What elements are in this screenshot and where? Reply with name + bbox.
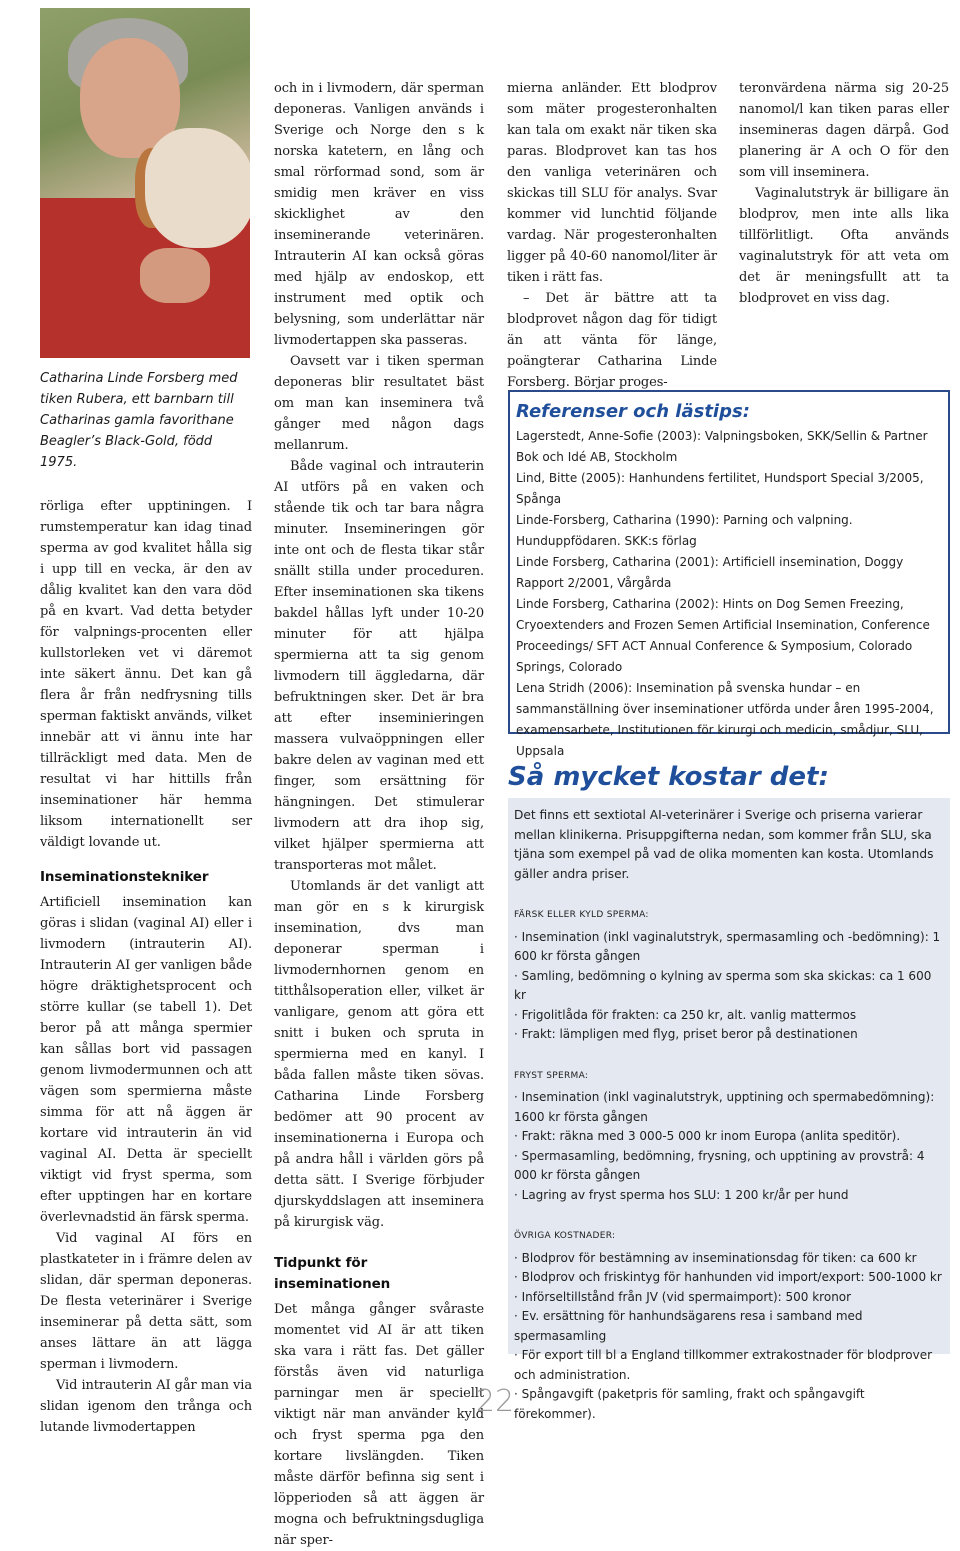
references-box	[508, 390, 950, 758]
paragraph: mierna anländer. Ett blodprov som mäter progesteronhalten kan tala om exakt när tiken ska paras. Blodprovet kan tas hos den vanliga veterinären och skickas till SLU för analys. Svar kommer vid lunchtid följande vardag. När progesteronhalten ligger på 40-60 nanomol/liter är tiken i rätt fas.	[507, 81, 717, 285]
photo-caption: Catharina Linde Forsberg med tiken Rubera, ett barnbarn till Catharinas gamla favorithane Beagler’s Black-Gold, född 1975.	[40, 371, 238, 470]
paragraph: – Det är bättre att ta blodprovet någon dag för tidigt än att vänta för länge, poängterar Catharina Linde Forsberg. Börjar proges-	[507, 291, 717, 390]
reference-item: Linde-Forsberg, Catharina (1990): Parning och valpning. Hunduppfödaren. SKK:s förlag	[516, 513, 853, 548]
cost-item: · Frakt: räkna med 3 000-5 000 kr inom Europa (anlita speditör).	[514, 1129, 901, 1143]
column-1	[40, 496, 252, 1438]
cost-item: · Införseltillstånd från JV (vid spermaimport): 500 kronor	[514, 1289, 852, 1304]
cost-item: · För export till bl a England tillkommer extrakostnader för blodprover och administration.	[514, 1348, 933, 1382]
photo-woman-with-beagle	[40, 8, 250, 358]
cost-item: · Blodprov för bestämning av inseminationsdag för tiken: ca 600 kr	[514, 1250, 917, 1265]
cost-item: · Lagring av fryst sperma hos SLU: 1 200 kr/år per hund	[514, 1187, 849, 1202]
costs-box	[508, 798, 950, 1421]
column-4	[739, 78, 949, 309]
costs-subheading: FRYST SPERMA:	[514, 1070, 589, 1081]
fresh-semen-costs	[514, 906, 942, 1045]
page-number: 22	[475, 1384, 515, 1419]
cost-item: · Samling, bedömning o kylning av sperma som ska skickas: ca 1 600 kr	[514, 968, 932, 1002]
references-title: Referenser och lästips:	[516, 401, 750, 422]
paragraph: Oavsett var i tiken sperman deponeras blir resultatet bäst om man kan inseminera två gånger med någon dags mellanrum.	[274, 354, 484, 453]
column-3	[507, 78, 717, 393]
paragraph: Både vaginal och intrauterin AI utförs på en vaken och stående tik och tar bara några minuter. Insemineringen gör inte ont och de flesta tikar står snällt stilla under proceduren. Efter inseminationen ska tikens bakdel hållas lyft under 10-20 minuter för att hjälpa spermierna att ta sig genom livmodern till äggledarna, där befruktningen sker. Det är bra att efter inseminieringen massera vulvaöppningen eller bakre delen av vaginan med ett finger, som ersättning för hängningen. Det stimulerar livmodern att dra ihop sig, vilket hjälper spermierna att transporteras mot målet.	[274, 459, 484, 873]
paragraph: Vaginalutstryk är billigare än blodprov, men inte alls lika tillförlitligt. Ofta används vaginalutstryk för att veta om det är meningsfullt att ta blodprovet en viss dag.	[739, 186, 949, 306]
section-heading: Inseminationstekniker	[40, 869, 209, 885]
cost-item: · Ev. ersättning för hanhundsägarens resa i samband med spermasamling	[514, 1309, 863, 1343]
cost-item: · Blodprov och friskintyg för hanhunden vid import/export: 500-1000 kr	[514, 1270, 942, 1284]
cost-item: · Spångavgift (paketpris för samling, frakt och spångavgift förekommer).	[514, 1387, 865, 1421]
costs-intro: Det finns ett sextiotal AI-veterinärer i Sverige och priserna varierar mellan klinikerna. Prisuppgifterna nedan, som kommer från SLU, ska tjäna som exempel på vad de olika momenten kan kosta. Utomlands gäller andra priser.	[514, 808, 934, 881]
reference-item: Linde Forsberg, Catharina (2002): Hints on Dog Semen Freezing, Cryoextenders and Frozen Semen Artificial Insemination, Conference Proceedings/ SFT ACT Annual Conference & Symposium, Colorado Springs, Colorado	[516, 597, 930, 674]
cost-item: · Insemination (inkl vaginalutstryk, spermasamling och -bedömning): 1 600 kr första gången	[514, 929, 941, 963]
paragraph: rörliga efter upptiningen. I rumstemperatur kan idag tinad sperma av god kvalitet hålla sig i upp till en vecka, är den av dålig kvalitet kan den vara död på en kvart. Vad detta betyder för valpnings-procenten eller kullstorleken vet vi däremot inte säkert ännu. Det kan gå flera år från nedfrysning tills sperman faktiskt används, vilket innebär att vi ännu inte har tillräckligt med data. Men de resultat vi har hittills från inseminationer här hemma liksom internationellt ser väldigt lovande ut.	[40, 499, 252, 850]
costs-subheading: ÖVRIGA KOSTNADER:	[514, 1231, 616, 1241]
cost-item: · Insemination (inkl vaginalutstryk, upptining och spermabedömning): 1600 kr första gången	[514, 1090, 935, 1124]
other-costs	[514, 1227, 942, 1424]
paragraph: Det många gånger svåraste momentet vid AI är att tiken ska vara i rätt fas. Det gäller förstås även vid naturliga parningar men är speciellt viktigt när man använder kyld och fryst sperma pga den kortare livslängden. Tiken måste därför befinna sig sent i löpperioden så att äggen är mogna och befruktningsdugliga när sper-	[274, 1302, 484, 1548]
paragraph: Vid intrauterin AI går man via slidan igenom den trånga och lutande livmodertappen	[40, 1378, 252, 1435]
frozen-semen-costs	[514, 1067, 942, 1206]
reference-item: Lind, Bitte (2005): Hanhundens fertilitet, Hundsport Special 3/2005, Spånga	[516, 471, 924, 506]
cost-item: · Frakt: lämpligen med flyg, priset beror på destinationen	[514, 1027, 858, 1041]
cost-item: · Frigolitlåda för frakten: ca 250 kr, alt. vanlig mattermos	[514, 1007, 857, 1022]
cost-item: · Spermasamling, bedömning, frysning, och upptining av provstrå: 4 000 kr första gången	[514, 1148, 925, 1182]
costs-title: Så mycket kostar det:	[508, 762, 829, 792]
paragraph: teronvärdena närma sig 20-25 nanomol/l kan tiken paras eller insemineras dagen därpå. God planering är A och O för den som vill inseminera.	[739, 81, 949, 180]
column-2	[274, 78, 484, 1551]
reference-item: Lagerstedt, Anne-Sofie (2003): Valpningsboken, SKK/Sellin & Partner Bok och Idé AB, Stockholm	[516, 429, 928, 464]
paragraph: Utomlands är det vanligt att man gör en s k kirurgisk insemination, dvs man deponerar sperman i livmodernhornen genom en titthålsoperation eller, vilket är vanligare, genom att göra ett snitt i buken och spruta in spermierna med en kanyl. I båda fallen måste tiken sövas. Catharina Linde Forsberg bedömer att 90 procent av inseminationerna i Europa och på andra håll i världen görs på detta sätt. I Sverige förbjuder djurskyddslagen att inseminera på kirurgisk väg.	[274, 879, 484, 1230]
paragraph: Artificiell insemination kan göras i slidan (vaginal AI) eller i livmodern (intrauterin AI). Intrauterin AI ger vanligen både högre dräktighetsprocent och större kullar (se tabell 1). Det beror på att många spermier kan sållas bort vid passagen genom livmodermunnen och att vägen som spermierna måste simma för att nå äggen är kortare vid intrauterin än vid vaginal AI. Detta är speciellt viktigt vid fryst sperma, som efter upptingen har en kortare överlevnadstid än färsk sperma.	[40, 895, 252, 1225]
section-heading: Tidpunkt för inseminationen	[274, 1255, 391, 1292]
paragraph: Vid vaginal AI förs en plastkateter in i främre delen av slidan, där sperman deponeras. De flesta veterinärer i Sverige inseminerar på detta sätt, som anses lättare än att lägga sperman i livmodern.	[40, 1231, 252, 1372]
paragraph: och in i livmodern, där sperman deponeras. Vanligen används i Sverige och Norge den s k norska katetern, en lång och smal rörformad sond, som är smidig men kräver en viss skicklighet av den inseminerande veterinären. Intrauterin AI kan också göras med hjälp av endoskop, ett instrument med optik och belysning, som underlättar när livmodertappen ska passeras.	[274, 81, 484, 348]
reference-item: Lena Stridh (2006): Insemination på svenska hundar – en sammanställning över inseminationer utförda under åren 1995-2004, examensarbete, Institutionen för kirurgi och medicin, smådjur, SLU, Uppsala	[516, 681, 934, 758]
costs-subheading: FÄRSK ELLER KYLD SPERMA:	[514, 910, 649, 920]
reference-item: Linde Forsberg, Catharina (2001): Artificiell insemination, Doggy Rapport 2/2001, Vårgårda	[516, 555, 904, 590]
